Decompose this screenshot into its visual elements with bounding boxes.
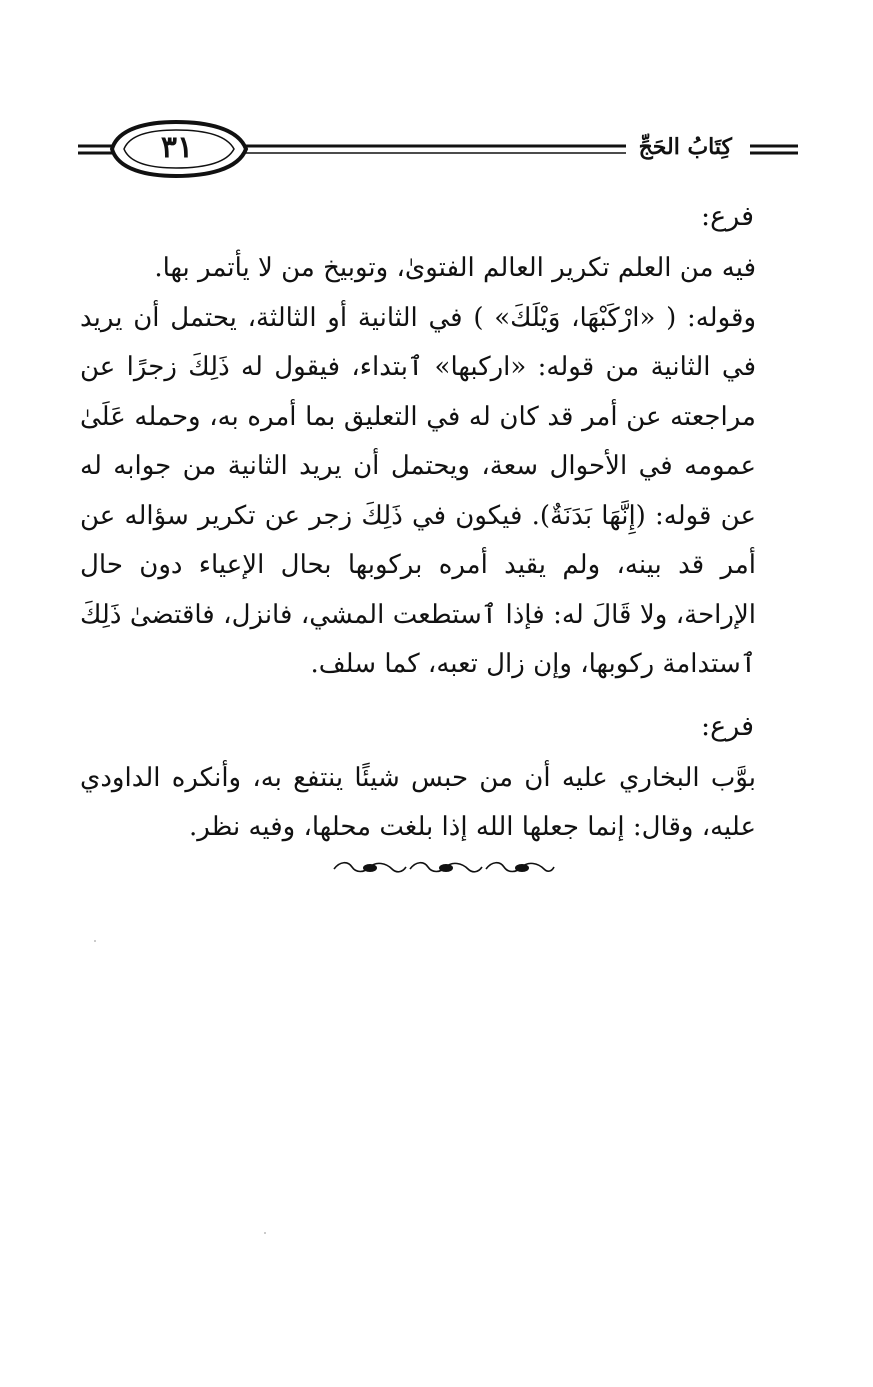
paragraph: وقوله: ( «ارْكَبْهَا، وَيْلَكَ» ) في الثانية أو الثالثة، يحتمل أن يريد في الثانية من قوله: «اركبها» ٱبتداء، فيقول له ذَلِكَ زجرًا عن مراجعته عن أمر قد كان له في التعليق بما أمره به، وحمله عَلَىٰ عمومه في الأحوال سعة، ويحتمل أن يريد الثانية من جوابه له عن قوله: (إِنَّهَا بَدَنَةٌ). فيكون في ذَلِكَ زجر عن تكرير سؤاله عن أمر قد بينه، ولم يقيد أمره بركوبها بحال الإعياء دون حال الإراحة، ولا قَالَ له: فإذا ٱستطعت المشي، فانزل، فاقتضىٰ ذَلِكَ ٱستدامة ركوبها، وإن زال تعبه، كما سلف. — [80, 302, 756, 679]
paragraph: فيه من العلم تكرير العالم الفتوىٰ، وتوبيخ من لا يأتمر بها. — [154, 253, 756, 283]
section-heading: فرع: — [700, 710, 754, 742]
running-title: كِتَابُ الحَجِّ — [638, 134, 732, 160]
paragraph: بوَّب البخاري عليه أن من حبس شيئًا ينتفع به، وأنكره الداودي عليه، وقال: إنما جعلها الله إذا بلغت محلها، وفيه نظر. — [80, 762, 756, 842]
page-header — [78, 120, 798, 182]
section-heading: فرع: — [700, 201, 754, 232]
page-content — [80, 190, 756, 853]
scan-speck — [94, 940, 96, 942]
scan-speck — [264, 1232, 266, 1234]
end-ornament — [330, 855, 556, 881]
page-number: ٣١ — [160, 130, 194, 165]
